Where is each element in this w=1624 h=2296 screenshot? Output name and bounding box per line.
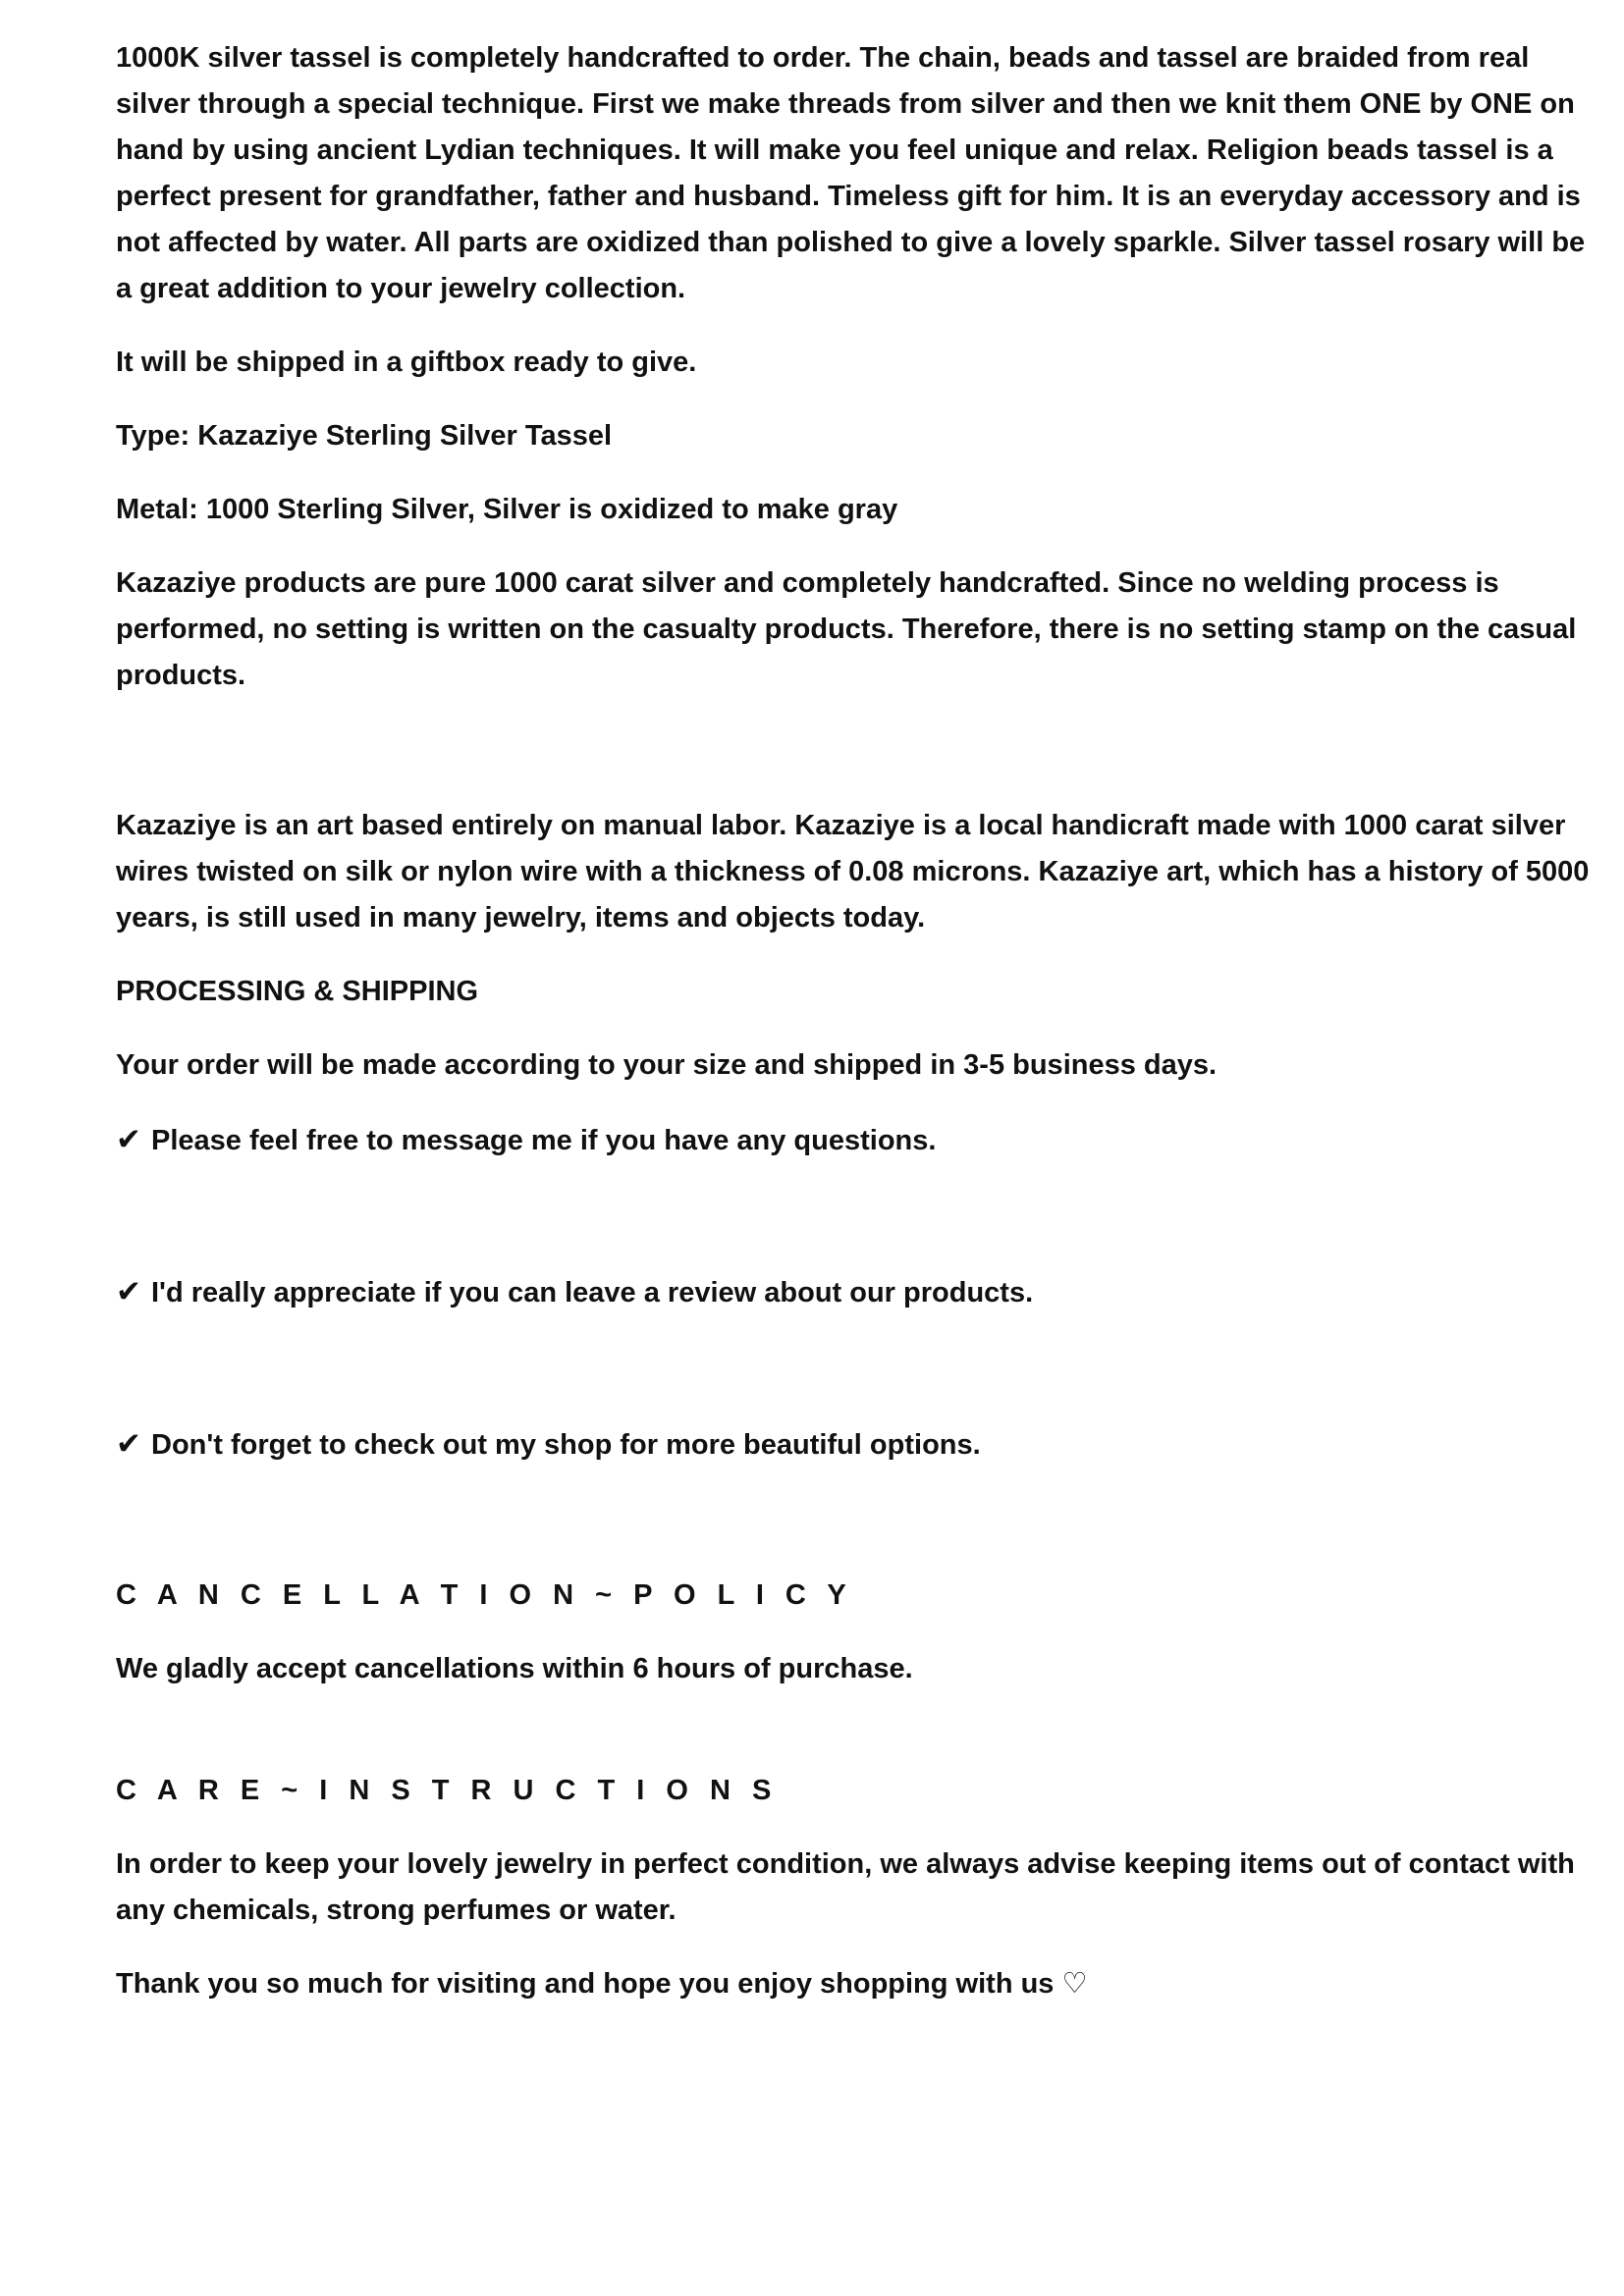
giftbox-paragraph: It will be shipped in a giftbox ready to give.: [116, 347, 697, 378]
checkmark-icon: ✔: [116, 1122, 141, 1156]
checkmark-icon: ✔: [116, 1426, 141, 1461]
care-heading: C A R E ~ I N S T R U C T I O N S: [116, 1775, 779, 1806]
checkmark-icon: ✔: [116, 1274, 141, 1308]
care-text: In order to keep your lovely jewelry in perfect condition, we always advise keeping items out of contact with any chemicals, strong perfumes or water.: [116, 1848, 1575, 1926]
checklist-item-label: I'd really appreciate if you can leave a review about our products.: [151, 1277, 1034, 1308]
processing-heading: PROCESSING & SHIPPING: [116, 976, 479, 1007]
checklist-item-label: Please feel free to message me if you have any questions.: [151, 1125, 937, 1156]
checklist-item-review: [116, 1268, 1598, 1316]
checklist-item-questions: [116, 1116, 1598, 1164]
art-paragraph: Kazaziye is an art based entirely on manual labor. Kazaziye is a local handicraft made with 1000 carat silver wires twisted on silk or nylon wire with a thickness of 0.08 microns. Kazaziye art, which has a history of 5000 years, is still used in many jewelry, items and objects today.: [116, 810, 1590, 934]
intro-paragraph: 1000K silver tassel is completely handcrafted to order. The chain, beads and tassel are braided from real silver through a special technique. First we make threads from silver and then we knit them ONE by ONE on hand by using ancient Lydian techniques. It will make you feel unique and relax. Religion beads tassel is a perfect present for grandfather, father and husband. Timeless gift for him. It is an everyday accessory and is not affected by water. All parts are oxidized than polished to give a lovely sparkle. Silver tassel rosary will be a great addition to your jewelry collection.: [116, 42, 1586, 304]
checklist-item-shop: [116, 1420, 1598, 1468]
type-line: Type: Kazaziye Sterling Silver Tassel: [116, 420, 613, 452]
metal-line: Metal: 1000 Sterling Silver, Silver is oxidized to make gray: [116, 494, 898, 525]
purity-paragraph: Kazaziye products are pure 1000 carat silver and completely handcrafted. Since no welding process is performed, no setting is written on the casualty products. Therefore, there is no setting stamp on the casual products.: [116, 567, 1577, 691]
closing-line: Thank you so much for visiting and hope you enjoy shopping with us ♡: [116, 1968, 1088, 2000]
processing-text: Your order will be made according to your size and shipped in 3-5 business days.: [116, 1049, 1218, 1081]
cancellation-text: We gladly accept cancellations within 6 hours of purchase.: [116, 1653, 913, 1684]
checklist-item-label: Don't forget to check out my shop for more beautiful options.: [151, 1429, 981, 1461]
product-description-document: [116, 35, 1598, 2035]
cancellation-heading: C A N C E L L A T I O N ~ P O L I C Y: [116, 1579, 853, 1611]
